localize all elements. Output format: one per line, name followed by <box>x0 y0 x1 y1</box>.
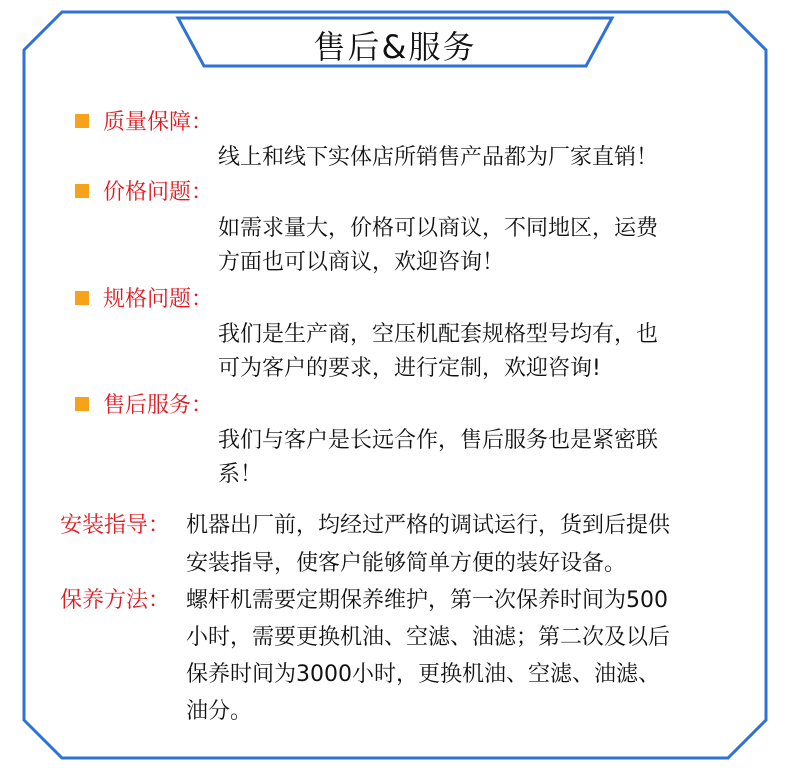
section-heading-spec <box>75 285 213 315</box>
section-heading-text: 规格问题： <box>103 287 214 312</box>
section-text-spec: 我们是生产商，空压机配套规格型号均有，也 <box>218 322 659 347</box>
section-text-quality: 线上和线下实体店所销售产品都为厂家直销！ <box>218 145 659 170</box>
section-heading-text: 价格问题： <box>103 180 214 205</box>
section-text-spec: 可为客户的要求，进行定制，欢迎咨询! <box>218 356 601 381</box>
bullet-square-icon <box>75 184 89 198</box>
bullet-square-icon <box>75 397 89 411</box>
install-text: 机器出厂前，均经过严格的调试运行，货到后提供 <box>186 513 671 538</box>
section-heading-text: 售后服务： <box>103 393 214 418</box>
section-text-aftersales: 我们与客户是长远合作，售后服务也是紧密联 <box>218 428 659 453</box>
page-title: 售后&服务 <box>313 28 477 66</box>
bullet-square-icon <box>75 114 89 128</box>
maintain-text: 保养时间为3000小时，更换机油、空滤、油滤、 <box>186 662 660 687</box>
install-label: 安装指导： <box>60 513 171 538</box>
section-heading-price <box>75 178 213 208</box>
section-heading-aftersales <box>75 391 213 421</box>
install-text: 安装指导，使客户能够简单方便的装好设备。 <box>186 551 627 576</box>
maintain-label: 保养方法： <box>60 588 171 613</box>
section-heading-quality <box>75 108 213 138</box>
bullet-square-icon <box>75 291 89 305</box>
section-text-price: 如需求量大，价格可以商议，不同地区，运费 <box>218 216 659 241</box>
maintain-text: 螺杆机需要定期保养维护，第一次保养时间为500 <box>186 588 668 613</box>
section-text-price: 方面也可以商议，欢迎咨询！ <box>218 250 505 275</box>
maintain-text: 油分。 <box>186 699 253 724</box>
section-text-aftersales: 系！ <box>218 462 263 487</box>
section-heading-text: 质量保障： <box>103 110 214 135</box>
maintain-text: 小时，需要更换机油、空滤、油滤；第二次及以后 <box>186 625 671 650</box>
